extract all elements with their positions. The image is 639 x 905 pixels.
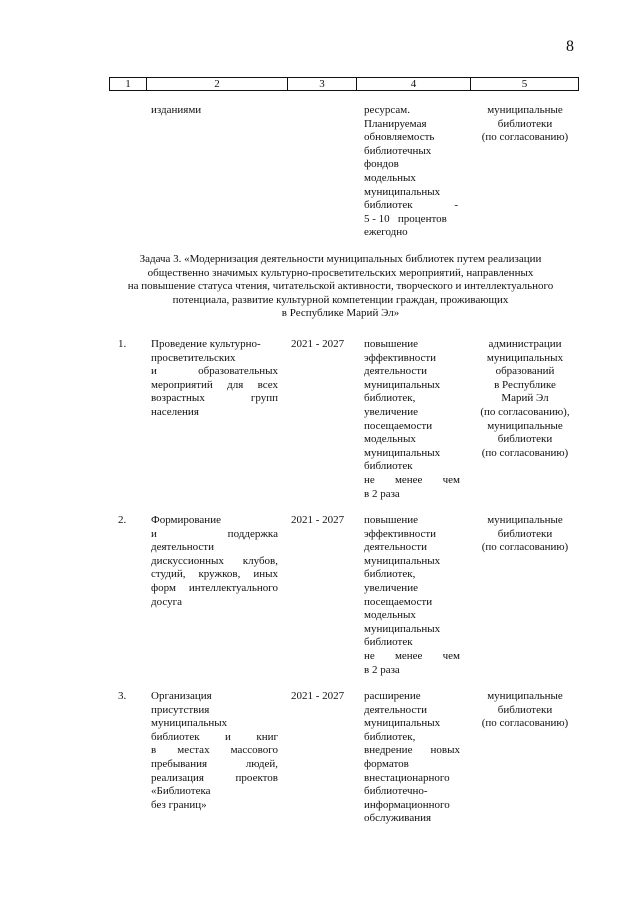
heading-line: Задача 3. «Модернизация деятельности муниципальных библиотек путем реализации (139, 253, 542, 265)
text-line: муниципальные (487, 690, 563, 702)
text-line: библиотек, (364, 392, 416, 405)
page-number: 8 (566, 38, 574, 55)
text-line: библиотек, (364, 730, 416, 743)
text-line: повышение (364, 338, 418, 350)
text-line: без границ» (151, 798, 207, 811)
text-line: модельных (364, 433, 416, 446)
continuation-result (364, 104, 460, 240)
text-line: муниципальных (364, 378, 441, 391)
text-line: студий, кружков, иных (151, 568, 278, 581)
text-line: обслуживания (364, 812, 432, 825)
text-line: форматов (364, 757, 409, 770)
text-line: библиотечных (364, 144, 432, 157)
text-line: в Республике (494, 378, 556, 391)
text-line: деятельности (364, 365, 427, 378)
text-line: эффективности (364, 527, 437, 540)
heading-line: потенциала, развитие культурной компетенции граждан, проживающих (172, 293, 509, 306)
text-line: муниципальных (364, 446, 441, 459)
text-line: просветительских (151, 351, 236, 364)
text-line: не менее чем (364, 473, 460, 486)
text-line: муниципальные (487, 419, 563, 432)
row-2-period: 2021 - 2027 (291, 514, 345, 526)
continuation-executor (470, 104, 580, 145)
text-line: внестационарного (364, 771, 450, 784)
column-1-header: 1 (110, 78, 147, 91)
text-line: повышение (364, 514, 418, 526)
text-line: посещаемости (364, 419, 433, 432)
text-line: модельных (364, 171, 416, 184)
dash: - (454, 199, 458, 212)
text-line: библиотек (364, 636, 413, 649)
text-line: деятельности (151, 541, 214, 554)
text-line: в местах массового (151, 744, 278, 757)
text-line: муниципальные (487, 514, 563, 526)
text-line: модельных (364, 609, 416, 622)
heading-line: общественно значимых культурно-просветительских мероприятий, направленных (147, 266, 534, 279)
text-line: форм интеллектуального (151, 581, 278, 594)
text-line: Организация (151, 690, 212, 702)
text-line: 5 - 10 процентов (364, 212, 447, 225)
row-1-name (151, 338, 278, 420)
column-2-header: 2 (147, 78, 288, 91)
text-line: Проведение культурно- (151, 338, 261, 350)
text-line: (по согласованию) (481, 717, 569, 730)
text-line: библиотеки (497, 703, 553, 716)
row-2-result (364, 514, 460, 677)
text-line: библиотек, (364, 568, 416, 581)
text-line: муниципальных (364, 554, 441, 567)
text-line: Формирование (151, 514, 221, 526)
row-1-result (364, 338, 460, 501)
row-2-name (151, 514, 278, 609)
row-3-period: 2021 - 2027 (291, 690, 345, 702)
text-line: населения (151, 405, 199, 418)
text-line: посещаемости (364, 595, 433, 608)
text-line: (по согласованию) (481, 541, 569, 554)
text-line: в 2 раза (364, 487, 400, 500)
text-line: расширение (364, 690, 421, 702)
text-line: муниципальных (364, 622, 441, 635)
text-line: ежегодно (364, 226, 408, 239)
text-line: муниципальных (486, 351, 564, 364)
heading-line: в Республике Марий Эл» (281, 307, 400, 320)
text-line: муниципальных (151, 717, 228, 730)
text-line: библиотек (364, 460, 413, 473)
text-line: образований (495, 365, 555, 378)
text-line: увеличение (364, 581, 418, 594)
text-line: библиотеки (497, 117, 553, 130)
continuation-name (151, 104, 278, 118)
column-5-header: 5 (471, 78, 579, 91)
text-line: (по согласованию) (481, 446, 569, 459)
text-line: библиотек и книг (151, 730, 278, 743)
text-line: и поддержка (151, 527, 278, 540)
text-line: (по согласованию) (481, 131, 569, 144)
text-line: досуга (151, 595, 183, 608)
text-line: не менее чем (364, 649, 460, 662)
text-line: Марий Эл (501, 392, 549, 405)
heading-line: на повышение статуса чтения, читательской активности, творческого и интеллектуального (127, 280, 554, 293)
text-line: мероприятий для всех (151, 378, 278, 391)
text-line: муниципальные (487, 104, 563, 116)
column-3-header: 3 (288, 78, 357, 91)
text-line: муниципальных (364, 717, 441, 730)
text-line: библиотек (364, 199, 413, 212)
text-line: внедрение новых (364, 744, 460, 757)
column-4-header: 4 (357, 78, 471, 91)
row-2-executor (470, 514, 580, 555)
text-line: библиотеки (497, 527, 553, 540)
text-line: библиотечно- (364, 785, 428, 798)
row-1-number: 1. (118, 338, 127, 350)
text-line: эффективности (364, 351, 437, 364)
row-1-period: 2021 - 2027 (291, 338, 345, 350)
task-heading (88, 253, 593, 321)
row-3-number: 3. (118, 690, 127, 702)
text-line: и образовательных (151, 365, 278, 378)
row-2-number: 2. (118, 514, 127, 526)
text-line: ресурсам. (364, 104, 411, 116)
column-number-header (109, 77, 579, 91)
text-line: деятельности (364, 703, 427, 716)
text-line: муниципальных (364, 185, 441, 198)
text-line: возрастных групп (151, 392, 278, 405)
row-3-executor (470, 690, 580, 731)
text-line: в 2 раза (364, 663, 400, 676)
text-line: обновляемость (364, 131, 435, 144)
text-line: присутствия (151, 703, 210, 716)
text-line: деятельности (364, 541, 427, 554)
text-line: информационного (364, 798, 450, 811)
text-line: Планируемая (364, 117, 427, 130)
text-line: дискуссионных клубов, (151, 554, 278, 567)
text-line: изданиями (151, 104, 202, 116)
text-line: (по согласованию), (480, 405, 570, 418)
text-line: библиотеки (497, 433, 553, 446)
text-line: «Библиотека (151, 785, 211, 798)
text-line: администрации (488, 338, 562, 350)
text-line: увеличение (364, 405, 418, 418)
text-line: пребывания людей, (151, 757, 278, 770)
row-3-result (364, 690, 460, 826)
row-1-executor (470, 338, 580, 460)
text-line: фондов (364, 158, 399, 171)
text-line: реализация проектов (151, 771, 278, 784)
row-3-name (151, 690, 278, 812)
